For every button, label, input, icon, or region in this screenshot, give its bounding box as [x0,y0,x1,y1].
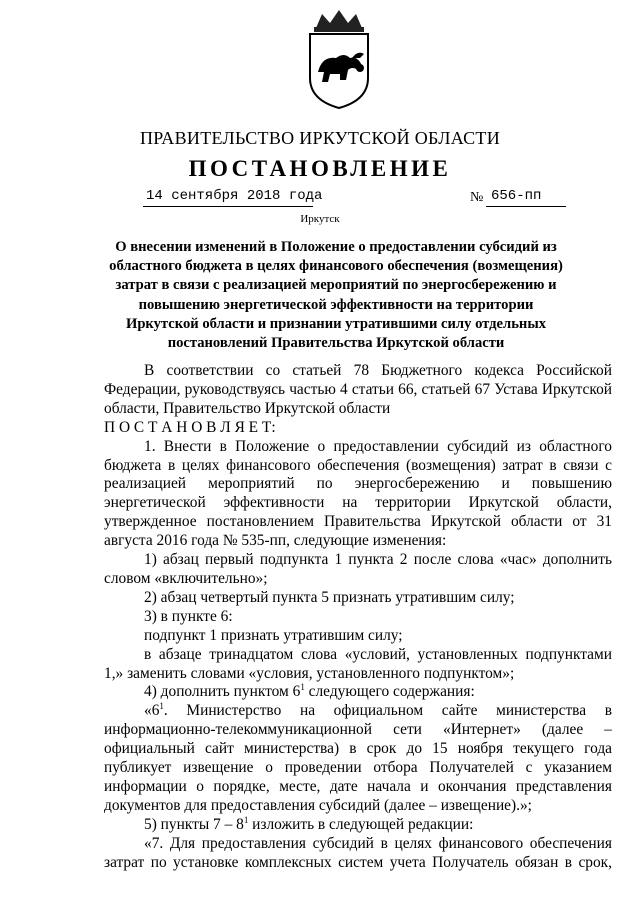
document-type-heading: ПОСТАНОВЛЕНИЕ [188,156,452,181]
quoted-item-6-1-text: . Министерство на официальном сайте министерства в информационно-телекоммуникационной сети «Интернет» (далее – официальный сайт министерства) в срок до 15 ноября текущего года публикует извещение о проведении отбора Получателей с указанием информации о порядке, месте, дате начала и окончания представления документов для предоставления субсидий (далее – извещение).»; [104,702,612,814]
city-name: Иркутск [300,213,340,225]
superscript: 1 [243,814,249,825]
document-number: 656-пп [491,188,542,204]
subitem-1-paragraph: 1) абзац первый подпункта 1 пункта 2 после слова «час» дополнить словом «включительно»; [104,551,612,587]
subitem-5-paragraph [104,816,612,835]
subitem-4-text: 4) дополнить пунктом 6 [144,683,301,701]
coat-of-arms-emblem [292,8,386,112]
government-name: ПРАВИТЕЛЬСТВО ИРКУТСКОЙ ОБЛАСТИ [139,128,501,148]
subitem-4-text-end: следующего содержания: [304,683,475,701]
document-body [104,362,612,872]
subitem-4-paragraph [104,683,612,702]
resolves-heading: П О С Т А Н О В Л Я Е Т: [104,418,276,436]
document-title: О внесении изменений в Положение о предоставлении субсидий из областного бюджета в целях финансового обеспечения (возмещения) затрат в связи с реализацией мероприятий по энергосбережению и повышению энергетической эффективности на территории Иркутской области и признании утратившими силу отдельных постановлений Правительства Иркутской области [109,239,563,352]
quoted-item-6-1-paragraph [104,702,612,815]
number-underline [486,206,566,207]
subitem-5-text-end: изложить в следующей редакции: [248,815,474,833]
subitem-3b-paragraph: в абзаце тринадцатом слова «условий, установленных подпунктами 1,» заменить словами «условия, установленного подпунктом»; [104,645,612,682]
date-underline [143,206,313,207]
document-date: 14 сентября 2018 года [146,188,323,204]
quoted-item-7-paragraph: «7. Для предоставления субсидий в целях финансового обеспечения затрат по установке комплексных систем учета Получатель обязан в срок, [104,834,612,871]
quoted-item-6-1-start: «6 [144,702,160,720]
preamble-paragraph: В соответствии со статьей 78 Бюджетного кодекса Российской Федерации, руководствуясь частью 4 статьи 66, статьей 67 Устава Иркутской области, Правительство Иркутской области [104,362,612,417]
superscript: 1 [159,701,164,712]
item-1-paragraph: 1. Внести в Положение о предоставлении субсидий из областного бюджета в целях финансового обеспечения (возмещения) затрат в связи с реализацией мероприятий по энергосбережению и повышению энергетической эффективности на территории Иркутской области, утвержденное постановлением Правительства Иркутской области от 31 августа 2016 года № 535-пп, следующие изменения: [104,437,612,550]
subitem-3-paragraph: 3) в пункте 6: [144,607,233,625]
subitem-3a-paragraph: подпункт 1 признать утратившим силу; [144,626,403,644]
number-sign: № [470,190,484,205]
superscript: 1 [300,682,305,693]
subitem-5-text: 5) пункты 7 – 8 [144,815,244,833]
subitem-2-paragraph: 2) абзац четвертый пункта 5 признать утратившим силу; [144,588,515,606]
